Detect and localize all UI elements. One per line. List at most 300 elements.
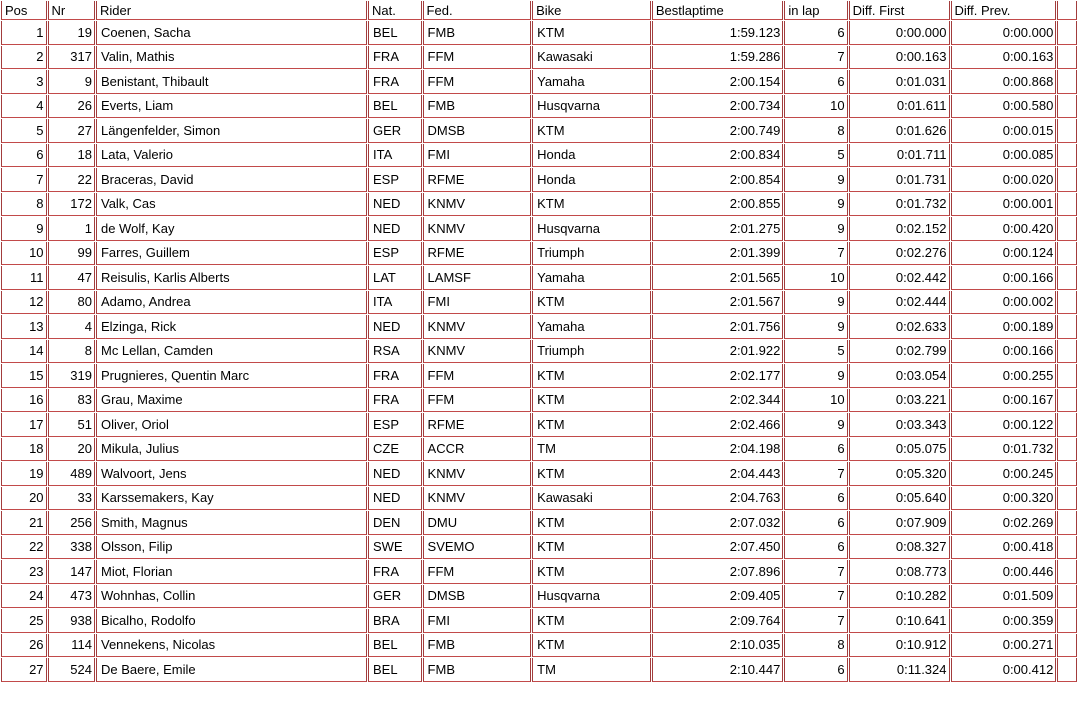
- result-row: [1, 438, 1077, 462]
- fed-cell: FFM: [423, 560, 532, 584]
- in-lap-cell: 10: [784, 266, 847, 290]
- nr-cell: 20: [48, 438, 95, 462]
- bestlaptime-cell: 2:01.399: [652, 242, 783, 266]
- rider-cell: Vennekens, Nicolas: [96, 634, 367, 658]
- nat-cell: BEL: [368, 634, 422, 658]
- fed-cell: FMI: [423, 291, 532, 315]
- pos-cell: 18: [1, 438, 47, 462]
- bestlaptime-cell: 2:10.447: [652, 658, 783, 682]
- result-row: [1, 95, 1077, 119]
- bestlaptime-cell: 2:00.734: [652, 95, 783, 119]
- nr-cell: 172: [48, 193, 95, 217]
- fed-cell: DMU: [423, 511, 532, 535]
- fed-cell: KNMV: [423, 340, 532, 364]
- result-row: [1, 634, 1077, 658]
- nat-cell: NED: [368, 462, 422, 486]
- pos-cell: 15: [1, 364, 47, 388]
- cutoff-column-cell: [1057, 266, 1077, 290]
- pos-cell: 5: [1, 119, 47, 143]
- rider-cell: Adamo, Andrea: [96, 291, 367, 315]
- pos-cell: 13: [1, 315, 47, 339]
- diff-first-cell: 0:02.276: [849, 242, 950, 266]
- rider-cell: Mikula, Julius: [96, 438, 367, 462]
- rider-cell: Bicalho, Rodolfo: [96, 609, 367, 633]
- diff-prev-cell: 0:00.015: [951, 119, 1057, 143]
- pos-cell: 20: [1, 487, 47, 511]
- in-lap-cell: 8: [784, 634, 847, 658]
- diff-prev-cell: 0:00.166: [951, 340, 1057, 364]
- in-lap-cell: 7: [784, 609, 847, 633]
- result-row: [1, 144, 1077, 168]
- cutoff-column-cell: [1057, 46, 1077, 70]
- diff-prev-cell: 0:00.868: [951, 70, 1057, 94]
- rider-cell: Farres, Guillem: [96, 242, 367, 266]
- bike-cell: TM: [532, 438, 651, 462]
- result-row: [1, 560, 1077, 584]
- rider-cell: Reisulis, Karlis Alberts: [96, 266, 367, 290]
- diff-prev-cell: 0:00.412: [951, 658, 1057, 682]
- cutoff-column-cell: [1057, 217, 1077, 241]
- fed-cell: LAMSF: [423, 266, 532, 290]
- nr-cell: 83: [48, 389, 95, 413]
- bike-cell: Husqvarna: [532, 217, 651, 241]
- cutoff-column-cell: [1057, 95, 1077, 119]
- nat-cell: BEL: [368, 658, 422, 682]
- diff-first-cell: 0:02.633: [849, 315, 950, 339]
- in-lap-cell: 10: [784, 95, 847, 119]
- cutoff-column-header: [1057, 1, 1077, 20]
- diff-prev-cell: 0:00.002: [951, 291, 1057, 315]
- bestlaptime-cell: 2:00.154: [652, 70, 783, 94]
- bike-cell: Yamaha: [532, 266, 651, 290]
- nr-cell: 317: [48, 46, 95, 70]
- cutoff-column-cell: [1057, 21, 1077, 45]
- rider-cell: Oliver, Oriol: [96, 413, 367, 437]
- pos-cell: 21: [1, 511, 47, 535]
- nr-cell: 18: [48, 144, 95, 168]
- diff-prev-cell: 0:00.580: [951, 95, 1057, 119]
- pos-cell: 26: [1, 634, 47, 658]
- diff-first-cell: 0:01.626: [849, 119, 950, 143]
- diff-prev-cell: 0:00.122: [951, 413, 1057, 437]
- rider-cell: Smith, Magnus: [96, 511, 367, 535]
- in-lap-cell: 9: [784, 193, 847, 217]
- in-lap-cell: 5: [784, 144, 847, 168]
- nat-cell: ESP: [368, 413, 422, 437]
- result-row: [1, 168, 1077, 192]
- nat-cell: NED: [368, 193, 422, 217]
- bike-cell: Husqvarna: [532, 585, 651, 609]
- nr-cell: 524: [48, 658, 95, 682]
- diff-prev-cell: 0:00.000: [951, 21, 1057, 45]
- cutoff-column-cell: [1057, 291, 1077, 315]
- bestlaptime-cell: 2:01.756: [652, 315, 783, 339]
- diff-prev-cell: 0:00.359: [951, 609, 1057, 633]
- result-row: [1, 487, 1077, 511]
- fed-cell: KNMV: [423, 462, 532, 486]
- cutoff-column-cell: [1057, 389, 1077, 413]
- bestlaptime-cell: 2:02.177: [652, 364, 783, 388]
- result-row: [1, 119, 1077, 143]
- rider-cell: Elzinga, Rick: [96, 315, 367, 339]
- header-in-lap: in lap: [784, 1, 847, 20]
- nr-cell: 147: [48, 560, 95, 584]
- cutoff-column-cell: [1057, 315, 1077, 339]
- bestlaptime-cell: 2:02.466: [652, 413, 783, 437]
- nr-cell: 22: [48, 168, 95, 192]
- nat-cell: DEN: [368, 511, 422, 535]
- diff-first-cell: 0:08.327: [849, 536, 950, 560]
- result-row: [1, 70, 1077, 94]
- cutoff-column-cell: [1057, 511, 1077, 535]
- in-lap-cell: 6: [784, 70, 847, 94]
- diff-prev-cell: 0:00.320: [951, 487, 1057, 511]
- nat-cell: ESP: [368, 242, 422, 266]
- header-nat: Nat.: [368, 1, 422, 20]
- bike-cell: KTM: [532, 389, 651, 413]
- diff-prev-cell: 0:00.255: [951, 364, 1057, 388]
- bestlaptime-cell: 2:00.749: [652, 119, 783, 143]
- header-pos: Pos: [1, 1, 47, 20]
- in-lap-cell: 6: [784, 536, 847, 560]
- in-lap-cell: 6: [784, 438, 847, 462]
- nr-cell: 256: [48, 511, 95, 535]
- diff-prev-cell: 0:00.001: [951, 193, 1057, 217]
- nat-cell: LAT: [368, 266, 422, 290]
- diff-first-cell: 0:10.912: [849, 634, 950, 658]
- diff-first-cell: 0:01.731: [849, 168, 950, 192]
- nat-cell: ITA: [368, 291, 422, 315]
- bestlaptime-cell: 2:01.567: [652, 291, 783, 315]
- diff-first-cell: 0:01.732: [849, 193, 950, 217]
- header-bestlaptime: Bestlaptime: [652, 1, 783, 20]
- pos-cell: 10: [1, 242, 47, 266]
- pos-cell: 24: [1, 585, 47, 609]
- diff-first-cell: 0:11.324: [849, 658, 950, 682]
- fed-cell: FMI: [423, 609, 532, 633]
- bestlaptime-cell: 2:07.896: [652, 560, 783, 584]
- bestlaptime-cell: 2:01.565: [652, 266, 783, 290]
- nat-cell: BEL: [368, 95, 422, 119]
- diff-prev-cell: 0:00.163: [951, 46, 1057, 70]
- fed-cell: FMB: [423, 658, 532, 682]
- nat-cell: ESP: [368, 168, 422, 192]
- cutoff-column-cell: [1057, 364, 1077, 388]
- in-lap-cell: 9: [784, 364, 847, 388]
- diff-first-cell: 0:01.711: [849, 144, 950, 168]
- bestlaptime-cell: 2:07.032: [652, 511, 783, 535]
- header-diff-prev: Diff. Prev.: [951, 1, 1057, 20]
- diff-prev-cell: 0:00.085: [951, 144, 1057, 168]
- cutoff-column-cell: [1057, 487, 1077, 511]
- diff-prev-cell: 0:00.167: [951, 389, 1057, 413]
- results-table-body: [1, 21, 1077, 682]
- pos-cell: 22: [1, 536, 47, 560]
- pos-cell: 8: [1, 193, 47, 217]
- bike-cell: KTM: [532, 462, 651, 486]
- rider-cell: Längenfelder, Simon: [96, 119, 367, 143]
- bestlaptime-cell: 2:04.198: [652, 438, 783, 462]
- nr-cell: 1: [48, 217, 95, 241]
- rider-cell: De Baere, Emile: [96, 658, 367, 682]
- diff-first-cell: 0:05.320: [849, 462, 950, 486]
- in-lap-cell: 8: [784, 119, 847, 143]
- diff-prev-cell: 0:00.446: [951, 560, 1057, 584]
- in-lap-cell: 9: [784, 168, 847, 192]
- bike-cell: KTM: [532, 413, 651, 437]
- cutoff-column-cell: [1057, 413, 1077, 437]
- fed-cell: FFM: [423, 364, 532, 388]
- rider-cell: Mc Lellan, Camden: [96, 340, 367, 364]
- fed-cell: RFME: [423, 242, 532, 266]
- result-row: [1, 462, 1077, 486]
- cutoff-column-cell: [1057, 585, 1077, 609]
- cutoff-column-cell: [1057, 609, 1077, 633]
- bike-cell: Triumph: [532, 242, 651, 266]
- bike-cell: KTM: [532, 193, 651, 217]
- nat-cell: CZE: [368, 438, 422, 462]
- diff-first-cell: 0:03.054: [849, 364, 950, 388]
- result-row: [1, 536, 1077, 560]
- bike-cell: Kawasaki: [532, 487, 651, 511]
- nat-cell: BRA: [368, 609, 422, 633]
- cutoff-column-cell: [1057, 658, 1077, 682]
- bike-cell: KTM: [532, 560, 651, 584]
- bike-cell: Honda: [532, 144, 651, 168]
- bestlaptime-cell: 2:04.763: [652, 487, 783, 511]
- bestlaptime-cell: 2:01.275: [652, 217, 783, 241]
- pos-cell: 17: [1, 413, 47, 437]
- bike-cell: KTM: [532, 634, 651, 658]
- rider-cell: Everts, Liam: [96, 95, 367, 119]
- diff-prev-cell: 0:00.420: [951, 217, 1057, 241]
- nat-cell: GER: [368, 119, 422, 143]
- bestlaptime-cell: 2:09.405: [652, 585, 783, 609]
- fed-cell: KNMV: [423, 217, 532, 241]
- rider-cell: Walvoort, Jens: [96, 462, 367, 486]
- rider-cell: Miot, Florian: [96, 560, 367, 584]
- nat-cell: FRA: [368, 560, 422, 584]
- cutoff-column-cell: [1057, 119, 1077, 143]
- pos-cell: 9: [1, 217, 47, 241]
- nr-cell: 8: [48, 340, 95, 364]
- bike-cell: KTM: [532, 511, 651, 535]
- bestlaptime-cell: 1:59.286: [652, 46, 783, 70]
- bike-cell: KTM: [532, 609, 651, 633]
- nr-cell: 319: [48, 364, 95, 388]
- result-row: [1, 585, 1077, 609]
- diff-first-cell: 0:03.221: [849, 389, 950, 413]
- in-lap-cell: 5: [784, 340, 847, 364]
- fed-cell: FFM: [423, 70, 532, 94]
- result-row: [1, 217, 1077, 241]
- bike-cell: Husqvarna: [532, 95, 651, 119]
- rider-cell: Valin, Mathis: [96, 46, 367, 70]
- rider-cell: Wohnhas, Collin: [96, 585, 367, 609]
- pos-cell: 27: [1, 658, 47, 682]
- pos-cell: 6: [1, 144, 47, 168]
- result-row: [1, 511, 1077, 535]
- rider-cell: Braceras, David: [96, 168, 367, 192]
- in-lap-cell: 9: [784, 413, 847, 437]
- bike-cell: KTM: [532, 536, 651, 560]
- header-rider: Rider: [96, 1, 367, 20]
- diff-first-cell: 0:01.031: [849, 70, 950, 94]
- bike-cell: Yamaha: [532, 70, 651, 94]
- fed-cell: KNMV: [423, 315, 532, 339]
- result-row: [1, 609, 1077, 633]
- fed-cell: DMSB: [423, 585, 532, 609]
- result-row: [1, 364, 1077, 388]
- fed-cell: FFM: [423, 46, 532, 70]
- in-lap-cell: 10: [784, 389, 847, 413]
- rider-cell: de Wolf, Kay: [96, 217, 367, 241]
- result-row: [1, 658, 1077, 682]
- nat-cell: BEL: [368, 21, 422, 45]
- in-lap-cell: 7: [784, 46, 847, 70]
- rider-cell: Lata, Valerio: [96, 144, 367, 168]
- pos-cell: 1: [1, 21, 47, 45]
- in-lap-cell: 7: [784, 462, 847, 486]
- fed-cell: DMSB: [423, 119, 532, 143]
- fed-cell: RFME: [423, 413, 532, 437]
- result-row: [1, 46, 1077, 70]
- nat-cell: FRA: [368, 389, 422, 413]
- nat-cell: NED: [368, 487, 422, 511]
- nr-cell: 9: [48, 70, 95, 94]
- nat-cell: FRA: [368, 70, 422, 94]
- nr-cell: 114: [48, 634, 95, 658]
- rider-cell: Grau, Maxime: [96, 389, 367, 413]
- diff-prev-cell: 0:01.732: [951, 438, 1057, 462]
- in-lap-cell: 9: [784, 315, 847, 339]
- result-row: [1, 242, 1077, 266]
- nr-cell: 473: [48, 585, 95, 609]
- fed-cell: FFM: [423, 389, 532, 413]
- bestlaptime-cell: 2:07.450: [652, 536, 783, 560]
- pos-cell: 11: [1, 266, 47, 290]
- nr-cell: 47: [48, 266, 95, 290]
- result-row: [1, 315, 1077, 339]
- fed-cell: KNMV: [423, 487, 532, 511]
- nat-cell: FRA: [368, 364, 422, 388]
- header-nr: Nr: [48, 1, 95, 20]
- fed-cell: FMB: [423, 634, 532, 658]
- in-lap-cell: 9: [784, 291, 847, 315]
- diff-first-cell: 0:05.640: [849, 487, 950, 511]
- nat-cell: RSA: [368, 340, 422, 364]
- diff-first-cell: 0:10.282: [849, 585, 950, 609]
- pos-cell: 25: [1, 609, 47, 633]
- pos-cell: 16: [1, 389, 47, 413]
- rider-cell: Karssemakers, Kay: [96, 487, 367, 511]
- bestlaptime-cell: 2:04.443: [652, 462, 783, 486]
- bike-cell: KTM: [532, 364, 651, 388]
- bike-cell: Triumph: [532, 340, 651, 364]
- diff-first-cell: 0:00.163: [849, 46, 950, 70]
- in-lap-cell: 6: [784, 21, 847, 45]
- nr-cell: 26: [48, 95, 95, 119]
- pos-cell: 19: [1, 462, 47, 486]
- bike-cell: Kawasaki: [532, 46, 651, 70]
- pos-cell: 14: [1, 340, 47, 364]
- pos-cell: 3: [1, 70, 47, 94]
- rider-cell: Benistant, Thibault: [96, 70, 367, 94]
- fed-cell: RFME: [423, 168, 532, 192]
- diff-first-cell: 0:05.075: [849, 438, 950, 462]
- fed-cell: FMB: [423, 21, 532, 45]
- cutoff-column-cell: [1057, 70, 1077, 94]
- pos-cell: 7: [1, 168, 47, 192]
- pos-cell: 4: [1, 95, 47, 119]
- fed-cell: KNMV: [423, 193, 532, 217]
- nr-cell: 27: [48, 119, 95, 143]
- diff-first-cell: 0:02.152: [849, 217, 950, 241]
- bestlaptime-cell: 2:00.834: [652, 144, 783, 168]
- in-lap-cell: 6: [784, 658, 847, 682]
- diff-first-cell: 0:03.343: [849, 413, 950, 437]
- bestlaptime-cell: 2:00.854: [652, 168, 783, 192]
- bike-cell: KTM: [532, 119, 651, 143]
- diff-first-cell: 0:10.641: [849, 609, 950, 633]
- rider-cell: Olsson, Filip: [96, 536, 367, 560]
- bike-cell: Yamaha: [532, 315, 651, 339]
- bestlaptime-cell: 2:01.922: [652, 340, 783, 364]
- bestlaptime-cell: 2:00.855: [652, 193, 783, 217]
- diff-prev-cell: 0:00.124: [951, 242, 1057, 266]
- cutoff-column-cell: [1057, 340, 1077, 364]
- bestlaptime-cell: 2:09.764: [652, 609, 783, 633]
- diff-first-cell: 0:00.000: [849, 21, 950, 45]
- cutoff-column-cell: [1057, 168, 1077, 192]
- nat-cell: GER: [368, 585, 422, 609]
- cutoff-column-cell: [1057, 193, 1077, 217]
- fed-cell: FMB: [423, 95, 532, 119]
- in-lap-cell: 7: [784, 560, 847, 584]
- diff-first-cell: 0:07.909: [849, 511, 950, 535]
- nr-cell: 938: [48, 609, 95, 633]
- cutoff-column-cell: [1057, 144, 1077, 168]
- diff-prev-cell: 0:00.166: [951, 266, 1057, 290]
- nr-cell: 99: [48, 242, 95, 266]
- rider-cell: Prugnieres, Quentin Marc: [96, 364, 367, 388]
- bestlaptime-cell: 2:10.035: [652, 634, 783, 658]
- fed-cell: ACCR: [423, 438, 532, 462]
- nr-cell: 338: [48, 536, 95, 560]
- fed-cell: FMI: [423, 144, 532, 168]
- diff-prev-cell: 0:00.020: [951, 168, 1057, 192]
- bike-cell: KTM: [532, 21, 651, 45]
- header-bike: Bike: [532, 1, 651, 20]
- diff-prev-cell: 0:00.245: [951, 462, 1057, 486]
- nr-cell: 489: [48, 462, 95, 486]
- result-row: [1, 291, 1077, 315]
- result-row: [1, 266, 1077, 290]
- nr-cell: 19: [48, 21, 95, 45]
- nr-cell: 33: [48, 487, 95, 511]
- cutoff-column-cell: [1057, 438, 1077, 462]
- in-lap-cell: 7: [784, 242, 847, 266]
- result-row: [1, 193, 1077, 217]
- nat-cell: ITA: [368, 144, 422, 168]
- diff-prev-cell: 0:00.189: [951, 315, 1057, 339]
- diff-first-cell: 0:02.442: [849, 266, 950, 290]
- bike-cell: KTM: [532, 291, 651, 315]
- bestlaptime-cell: 1:59.123: [652, 21, 783, 45]
- in-lap-cell: 6: [784, 511, 847, 535]
- rider-cell: Coenen, Sacha: [96, 21, 367, 45]
- result-row: [1, 21, 1077, 45]
